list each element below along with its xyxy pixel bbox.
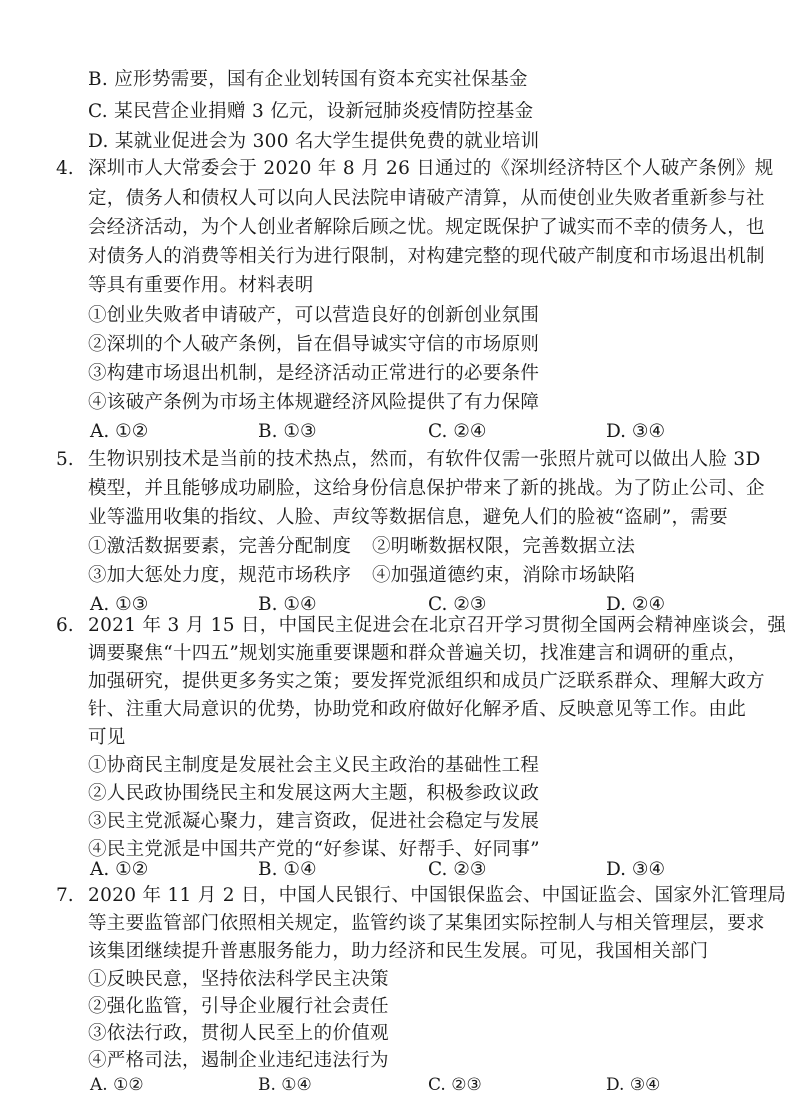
q4-answer-c: C. ②④: [428, 421, 487, 442]
q5-answer-d: D. ②④: [606, 594, 666, 615]
q4-answer-b: B. ①③: [258, 421, 317, 442]
q3-option-d: D. 某就业促进会为 300 名大学生提供免费的就业培训: [88, 131, 540, 152]
q5-answer-b: B. ①④: [258, 594, 317, 615]
q5-answer-c: C. ②③: [428, 594, 487, 615]
q6-stem-line-3: 加强研究，提供更多务实之策；要发挥党派组织和成员广泛联系群众、理解大政方: [88, 671, 765, 692]
q7-stem-line-2: 等主要监管部门依照相关规定，监管约谈了某集团实际控制人与相关管理层，要求: [88, 913, 765, 934]
q7-stem-line-3: 该集团继续提升普惠服务能力，助力经济和民生发展。可见，我国相关部门: [88, 941, 709, 962]
q6-item-2: ②人民政协围绕民主和发展这两大主题，积极参政议政: [88, 783, 540, 804]
q6-stem-line-1: 2021 年 3 月 15 日，中国民主促进会在北京召开学习贯彻全国两会精神座谈会，强: [88, 615, 787, 636]
q7-answer-a: A. ①②: [90, 1075, 144, 1095]
q7-stem-line-1: 2020 年 11 月 2 日，中国人民银行、中国银保监会、中国证监会、国家外汇管理局: [88, 885, 787, 906]
q7-answer-c: C. ②③: [428, 1075, 482, 1095]
q4-stem-line-1: 深圳市人大常委会于 2020 年 8 月 26 日通过的《深圳经济特区个人破产条例》规: [88, 158, 774, 179]
q6-stem-line-2: 调要聚焦“十四五”规划实施重要课题和群众普遍关切，找准建言和调研的重点，: [88, 643, 747, 664]
q3-option-b: B. 应形势需要，国有企业划转国有资本充实社保基金: [88, 69, 528, 90]
q5-item-2: ②明晰数据权限，完善数据立法: [372, 536, 636, 557]
q6-answer-a: A. ①②: [90, 859, 149, 880]
q5-answer-a: A. ①③: [90, 594, 149, 615]
q7-answer-row: [0, 1072, 794, 1100]
q4-item-4: ④该破产条例为市场主体规避经济风险提供了有力保障: [88, 392, 540, 413]
q4-stem-line-5: 等具有重要作用。材料表明: [88, 275, 314, 296]
q5-item-3: ③加大惩处力度，规范市场秩序: [88, 565, 352, 586]
q7-item-2: ②强化监管，引导企业履行社会责任: [88, 996, 389, 1017]
q7-answer-b: B. ①④: [258, 1075, 312, 1095]
q7-item-4: ④严格司法，遏制企业违纪违法行为: [88, 1050, 389, 1071]
q4-answer-a: A. ①②: [90, 421, 149, 442]
q6-answer-d: D. ③④: [606, 859, 666, 880]
q6-stem-line-5: 可见: [88, 727, 126, 748]
q4-item-3: ③构建市场退出机制，是经济活动正常进行的必要条件: [88, 363, 540, 384]
q3-option-c: C. 某民营企业捐赠 3 亿元，设新冠肺炎疫情防控基金: [88, 101, 534, 122]
q6-item-3: ③民主党派凝心聚力，建言资政，促进社会稳定与发展: [88, 811, 540, 832]
q4-stem-line-2: 定，债务人和债权人可以向人民法院申请破产清算，从而使创业失败者重新参与社: [88, 188, 765, 209]
q7-item-1: ①反映民意，坚持依法科学民主决策: [88, 969, 389, 990]
q4-item-1: ①创业失败者申请破产，可以营造良好的创新创业氛围: [88, 305, 540, 326]
q7-item-3: ③依法行政，贯彻人民至上的价值观: [88, 1023, 389, 1044]
q5-stem-line-2: 模型，并且能够成功刷脸，这给身份信息保护带来了新的挑战。为了防止公司、企: [88, 478, 765, 499]
q4-number: 4.: [56, 158, 74, 179]
q5-stem-line-3: 业等滥用收集的指纹、人脸、声纹等数据信息，避免人们的脸被“盗刷”，需要: [88, 507, 728, 528]
q7-answer-d: D. ③④: [606, 1075, 661, 1095]
q4-item-2: ②深圳的个人破产条例，旨在倡导诚实守信的市场原则: [88, 334, 540, 355]
q6-stem-line-4: 针、注重大局意识的优势，协助党和政府做好化解矛盾、反映意见等工作。由此: [88, 699, 747, 720]
q4-answer-d: D. ③④: [606, 421, 666, 442]
q5-item-1: ①激活数据要素，完善分配制度: [88, 536, 352, 557]
q4-stem-line-3: 会经济活动，为个人创业者解除后顾之忧。规定既保护了诚实而不幸的债务人，也: [88, 217, 765, 238]
q4-stem-line-4: 对债务人的消费等相关行为进行限制，对构建完整的现代破产制度和市场退出机制: [88, 246, 765, 267]
q6-item-1: ①协商民主制度是发展社会主义民主政治的基础性工程: [88, 755, 540, 776]
q5-stem-line-1: 生物识别技术是当前的技术热点，然而，有软件仅需一张照片就可以做出人脸 3D: [88, 449, 761, 470]
q7-number: 7.: [56, 885, 74, 906]
q6-number: 6.: [56, 615, 74, 636]
q6-answer-b: B. ①④: [258, 859, 317, 880]
q6-answer-c: C. ②③: [428, 859, 487, 880]
q5-number: 5.: [56, 449, 74, 470]
q6-item-4: ④民主党派是中国共产党的“好参谋、好帮手、好同事”: [88, 839, 540, 860]
q5-item-4: ④加强道德约束，消除市场缺陷: [372, 565, 636, 586]
